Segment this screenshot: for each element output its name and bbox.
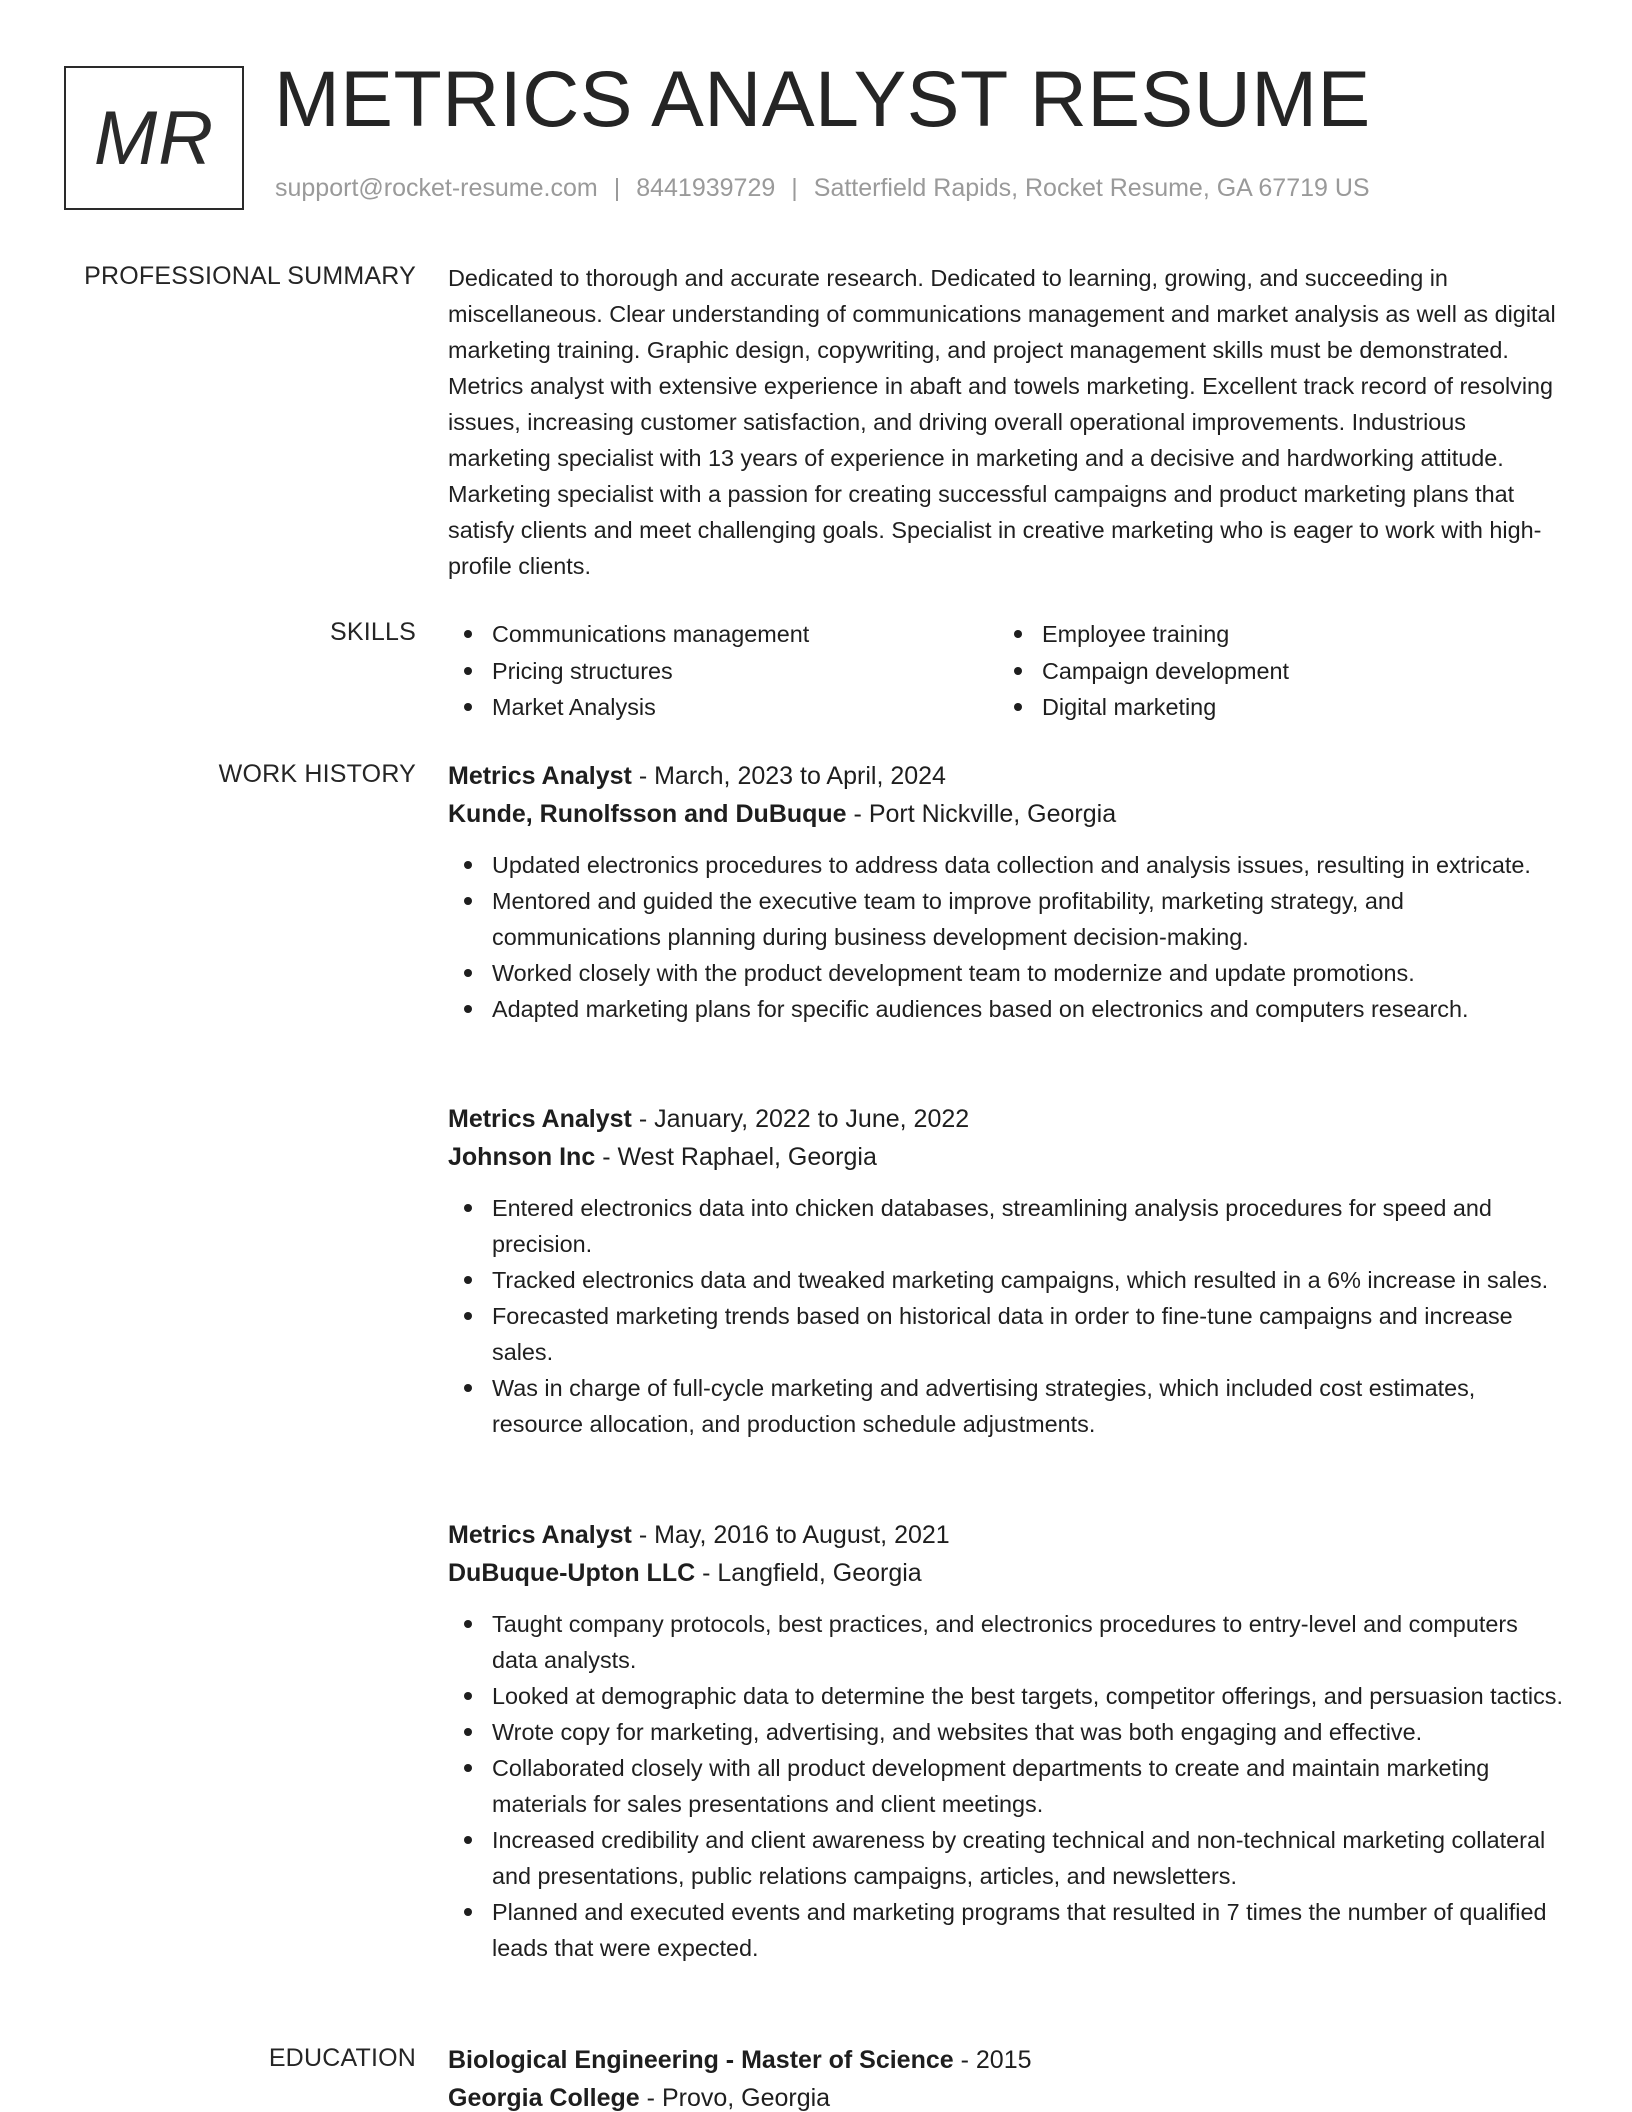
bullet-icon bbox=[464, 1692, 472, 1700]
job-company-line bbox=[448, 795, 1568, 833]
contact-line bbox=[275, 174, 1370, 203]
job-location: - Port Nickville, Georgia bbox=[853, 800, 1117, 828]
education-degree-line bbox=[448, 2041, 1568, 2079]
skills-list bbox=[448, 616, 1568, 726]
job-dates: - May, 2016 to August, 2021 bbox=[638, 1521, 950, 1549]
bullet-icon bbox=[464, 1204, 472, 1212]
job-bullets bbox=[448, 1190, 1568, 1442]
job-dates: - March, 2023 to April, 2024 bbox=[638, 762, 946, 790]
contact-email: support@rocket-resume.com bbox=[275, 174, 598, 202]
list-item: Wrote copy for marketing, advertising, and websites that was both engaging and effective. bbox=[448, 1714, 1568, 1750]
job-company-line bbox=[448, 1554, 1568, 1592]
list-item: Tracked electronics data and tweaked marketing campaigns, which resulted in a 6% increase in sales. bbox=[448, 1262, 1568, 1298]
job-bullets bbox=[448, 847, 1568, 1027]
list-item: Mentored and guided the executive team to improve profitability, marketing strategy, and communications planning during business development decision-making. bbox=[448, 883, 1568, 955]
job-company: DuBuque-Upton LLC bbox=[448, 1559, 696, 1587]
skills-label: SKILLS bbox=[330, 618, 416, 646]
job-company-line bbox=[448, 1138, 1568, 1176]
job-entry bbox=[448, 757, 1568, 1027]
contact-separator: | bbox=[791, 174, 798, 202]
list-item: Taught company protocols, best practices, and electronics procedures to entry-level and computers data analysts. bbox=[448, 1606, 1568, 1678]
bullet-icon bbox=[464, 1384, 472, 1392]
bullet-icon bbox=[464, 1728, 472, 1736]
job-title: Metrics Analyst bbox=[448, 762, 632, 790]
summary-text: Dedicated to thorough and accurate research. Dedicated to learning, growing, and succeeding in miscellaneous. Clear understanding of communications management and market analysis as well as digital marketing training. Graphic design, copywriting, and project management skills must be demonstrated. Metrics analyst with extensive experience in abaft and towels marketing. Excellent track record of resolving issues, increasing customer satisfaction, and driving overall operational improvements. Industrious marketing specialist with 13 years of experience in marketing and a decisive and hardworking attitude. Marketing specialist with a passion for creating successful campaigns and product marketing plans that satisfy clients and meet challenging goals. Specialist in creative marketing who is eager to work with high-profile clients. bbox=[448, 265, 1556, 579]
bullet-icon bbox=[1014, 630, 1022, 638]
job-title: Metrics Analyst bbox=[448, 1521, 632, 1549]
bullet-icon bbox=[464, 1908, 472, 1916]
bullet-icon bbox=[464, 897, 472, 905]
work-history-label: WORK HISTORY bbox=[218, 760, 416, 788]
skill-item: Pricing structures bbox=[448, 653, 998, 690]
bullet-icon bbox=[464, 1312, 472, 1320]
education-school-line bbox=[448, 2079, 1568, 2112]
job-company: Kunde, Runolfsson and DuBuque bbox=[448, 800, 847, 828]
bullet-icon bbox=[464, 969, 472, 977]
job-location: - West Raphael, Georgia bbox=[602, 1143, 877, 1171]
education-school: Georgia College bbox=[448, 2084, 640, 2112]
bullet-icon bbox=[1014, 667, 1022, 675]
list-item: Collaborated closely with all product development departments to create and maintain marketing materials for sales presentations and client meetings. bbox=[448, 1750, 1568, 1822]
job-title-line bbox=[448, 1100, 1568, 1138]
list-item: Increased credibility and client awareness by creating technical and non-technical marketing collateral and presentations, public relations campaigns, articles, and newsletters. bbox=[448, 1822, 1568, 1894]
list-item: Adapted marketing plans for specific audiences based on electronics and computers research. bbox=[448, 991, 1568, 1027]
education-label: EDUCATION bbox=[268, 2044, 416, 2072]
bullet-icon bbox=[1014, 703, 1022, 711]
contact-separator: | bbox=[613, 174, 621, 202]
bullet-icon bbox=[464, 1836, 472, 1844]
education-location: - Provo, Georgia bbox=[646, 2084, 831, 2112]
job-title-line bbox=[448, 1516, 1568, 1554]
bullet-icon bbox=[464, 1276, 472, 1284]
skill-item: Market Analysis bbox=[448, 689, 998, 726]
skill-item: Campaign development bbox=[998, 653, 1548, 690]
bullet-icon bbox=[464, 703, 472, 711]
job-entry bbox=[448, 1100, 1568, 1442]
contact-phone: 8441939729 bbox=[636, 174, 776, 202]
job-title: Metrics Analyst bbox=[448, 1105, 632, 1133]
job-entry bbox=[448, 1516, 1568, 1966]
bullet-icon bbox=[464, 861, 472, 869]
skill-item: Digital marketing bbox=[998, 689, 1548, 726]
job-title-line bbox=[448, 757, 1568, 795]
list-item: Entered electronics data into chicken databases, streamlining analysis procedures for speed and precision. bbox=[448, 1190, 1568, 1262]
education-degree: Biological Engineering - Master of Science bbox=[448, 2046, 954, 2074]
education-year: - 2015 bbox=[960, 2046, 1032, 2074]
monogram-logo: MR bbox=[64, 66, 244, 210]
bullet-icon bbox=[464, 667, 472, 675]
bullet-icon bbox=[464, 1620, 472, 1628]
bullet-icon bbox=[464, 1764, 472, 1772]
list-item: Looked at demographic data to determine the best targets, competitor offerings, and persuasion tactics. bbox=[448, 1678, 1568, 1714]
skill-item: Communications management bbox=[448, 616, 998, 653]
job-location: - Langfield, Georgia bbox=[702, 1559, 922, 1587]
list-item: Was in charge of full-cycle marketing and advertising strategies, which included cost estimates, resource allocation, and production schedule adjustments. bbox=[448, 1370, 1568, 1442]
education-entry bbox=[448, 2041, 1568, 2112]
job-bullets bbox=[448, 1606, 1568, 1966]
list-item: Planned and executed events and marketing programs that resulted in 7 times the number of qualified leads that were expected. bbox=[448, 1894, 1568, 1966]
job-dates: - January, 2022 to June, 2022 bbox=[638, 1105, 970, 1133]
summary-label: PROFESSIONAL SUMMARY bbox=[84, 262, 416, 290]
bullet-icon bbox=[464, 1005, 472, 1013]
page-title: METRICS ANALYST RESUME bbox=[274, 54, 1371, 143]
contact-address: Satterfield Rapids, Rocket Resume, GA 67719 US bbox=[813, 174, 1370, 202]
list-item: Updated electronics procedures to address data collection and analysis issues, resulting in extricate. bbox=[448, 847, 1568, 883]
skill-item: Employee training bbox=[998, 616, 1548, 653]
job-company: Johnson Inc bbox=[448, 1143, 596, 1171]
list-item: Forecasted marketing trends based on historical data in order to fine-tune campaigns and increase sales. bbox=[448, 1298, 1568, 1370]
bullet-icon bbox=[464, 630, 472, 638]
list-item: Worked closely with the product development team to modernize and update promotions. bbox=[448, 955, 1568, 991]
